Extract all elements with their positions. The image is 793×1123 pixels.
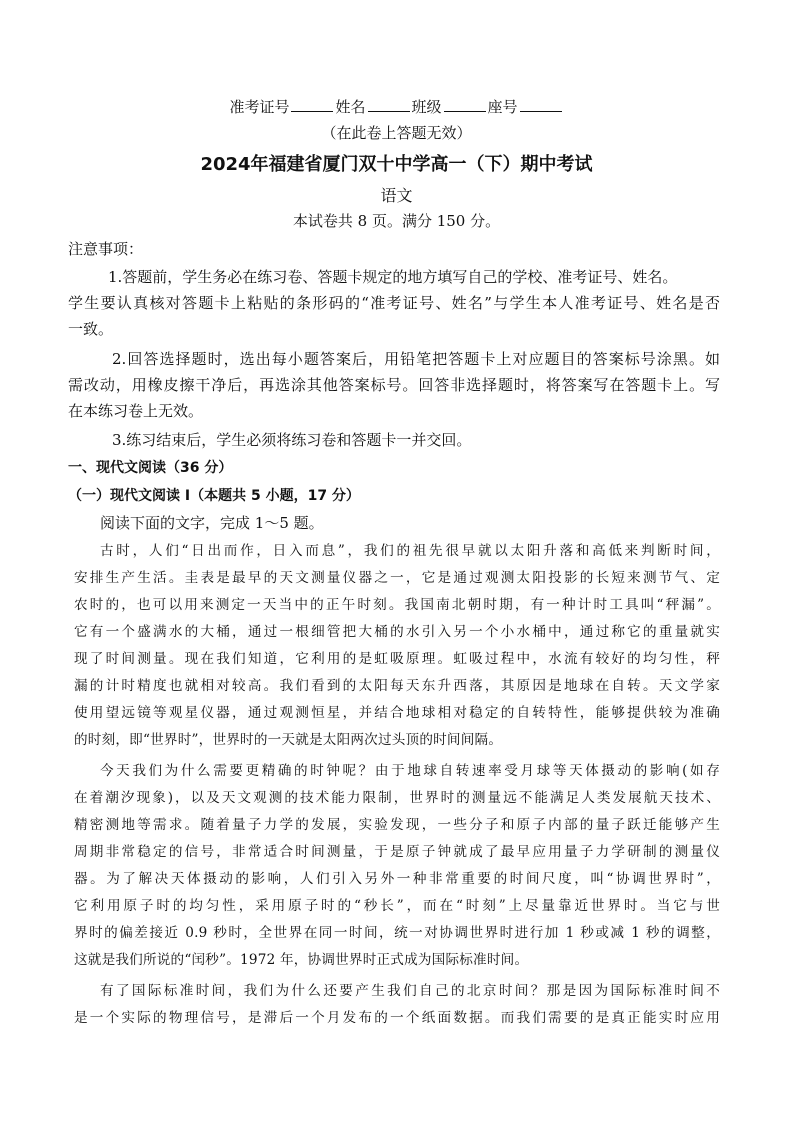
subsection-heading: （一）现代文阅读 I（本题共 5 小题，17 分） [68, 488, 360, 504]
notice-line: 需改动，用橡皮擦干净后，再选涂其他答案标号。回答非选择题时，将答案写在答题卡上。写 [68, 376, 720, 394]
exam-id-blank [291, 97, 333, 112]
name-blank [368, 97, 410, 112]
passage-line: 古时，人们“日出而作，日入而息”，我们的祖先很早就以太阳升落和高低来判断时间， [100, 543, 720, 559]
passage-line: 农时的，也可以用来测定一天当中的正午时刻。我国南北朝时期，有一种计时工具叫“秤漏”。 [74, 597, 720, 613]
notice-line: 2.回答选择题时，选出每小题答案后，用铅笔把答题卡上对应题目的答案标号涂黑。如 [112, 350, 720, 368]
reading-instruction: 阅读下面的文字，完成 1～5 题。 [100, 514, 324, 532]
class-label: 班级 [411, 98, 442, 116]
passage-line: 这就是我们所说的“闰秒”。1972 年，协调世界时正式成为国际标准时间。 [74, 952, 529, 968]
notice-line: 3.练习结束后，学生必须将练习卷和答题卡一并交回。 [112, 431, 472, 449]
passage-line: 精密测地等需求。随着量子力学的发展，实验发现，一些分子和原子内部的量子跃迁能够产生 [74, 817, 720, 833]
passage-line: 安排生产生活。圭表是最早的天文测量仪器之一，它是通过观测太阳投影的长短来测节气、定 [74, 570, 720, 586]
passage-line: 今天我们为什么需要更精确的时钟呢？由于地球自转速率受月球等天体摄动的影响(如存 [100, 763, 720, 779]
paper-info: 本试卷共 8 页。满分 150 分。 [292, 212, 501, 230]
notice-heading: 注意事项： [68, 240, 144, 258]
seat-blank [520, 97, 562, 112]
passage-line: 周期非常稳定的信号，非常适合时间测量，于是原子钟就成了最早应用量子力学研制的测量仪 [74, 844, 720, 860]
passage-line: 的时刻，即“世界时”，世界时的一天就是太阳两次过头顶的时间间隔。 [74, 732, 503, 748]
class-blank [444, 97, 486, 112]
passage-line: 现了时间测量。现在我们知道，它利用的是虹吸原理。虹吸过程中，水流有较好的均匀性，秤 [74, 651, 720, 667]
invalid-answer-note: （在此卷上答题无效） [321, 124, 472, 142]
notice-line: 在本练习卷上无效。 [68, 402, 204, 420]
exam-title: 2024年福建省厦门双十中学高一（下）期中考试 [200, 154, 593, 175]
passage-line: 是一个实际的物理信号，是滞后一个月发布的一个纸面数据。而我们需要的是真正能实时应用 [74, 1010, 720, 1026]
seat-label: 座号 [487, 98, 518, 116]
passage-line: 有了国际标准时间，我们为什么还要产生我们自己的北京时间？那是因为国际标准时间不 [100, 983, 720, 999]
exam-id-label: 准考证号 [229, 98, 290, 116]
candidate-info-line [0, 96, 793, 117]
passage-line: 使用望远镜等观星仪器，通过观测恒星，并结合地球相对稳定的自转特性，能够提供较为准确 [74, 705, 720, 721]
notice-line: 1.答题前，学生务必在练习卷、答题卡规定的地方填写自己的学校、准考证号、姓名。 [108, 268, 678, 286]
name-label: 姓名 [335, 98, 366, 116]
passage-line: 它有一个盛满水的大桶，通过一根细管把大桶的水引入另一个小水桶中，通过称它的重量就实 [74, 624, 720, 640]
passage-line: 器。为了解决天体摄动的影响，人们引入另外一种非常重要的时间尺度，叫“协调世界时”， [74, 871, 720, 887]
subject-name: 语文 [380, 186, 413, 205]
section-heading: 一、现代文阅读（36 分） [68, 460, 233, 476]
passage-line: 漏的计时精度也就相对较高。我们看到的太阳每天东升西落，其原因是地球在自转。天文学家 [74, 678, 720, 694]
notice-line: 学生要认真核对答题卡上粘贴的条形码的“准考证号、姓名”与学生本人准考证号、姓名是否 [68, 294, 720, 312]
passage-line: 界时的偏差接近 0.9 秒时，全世界在同一时间，统一对协调世界时进行加 1 秒或减 1 秒的调整， [74, 925, 720, 941]
passage-line: 在着潮汐现象)，以及天文观测的技术能力限制，世界时的测量远不能满足人类发展航天技术、 [74, 790, 720, 806]
passage-line: 它利用原子时的均匀性，采用原子时的“秒长”，而在“时刻”上尽量靠近世界时。当它与世 [74, 898, 720, 914]
notice-line: 一致。 [68, 320, 114, 338]
